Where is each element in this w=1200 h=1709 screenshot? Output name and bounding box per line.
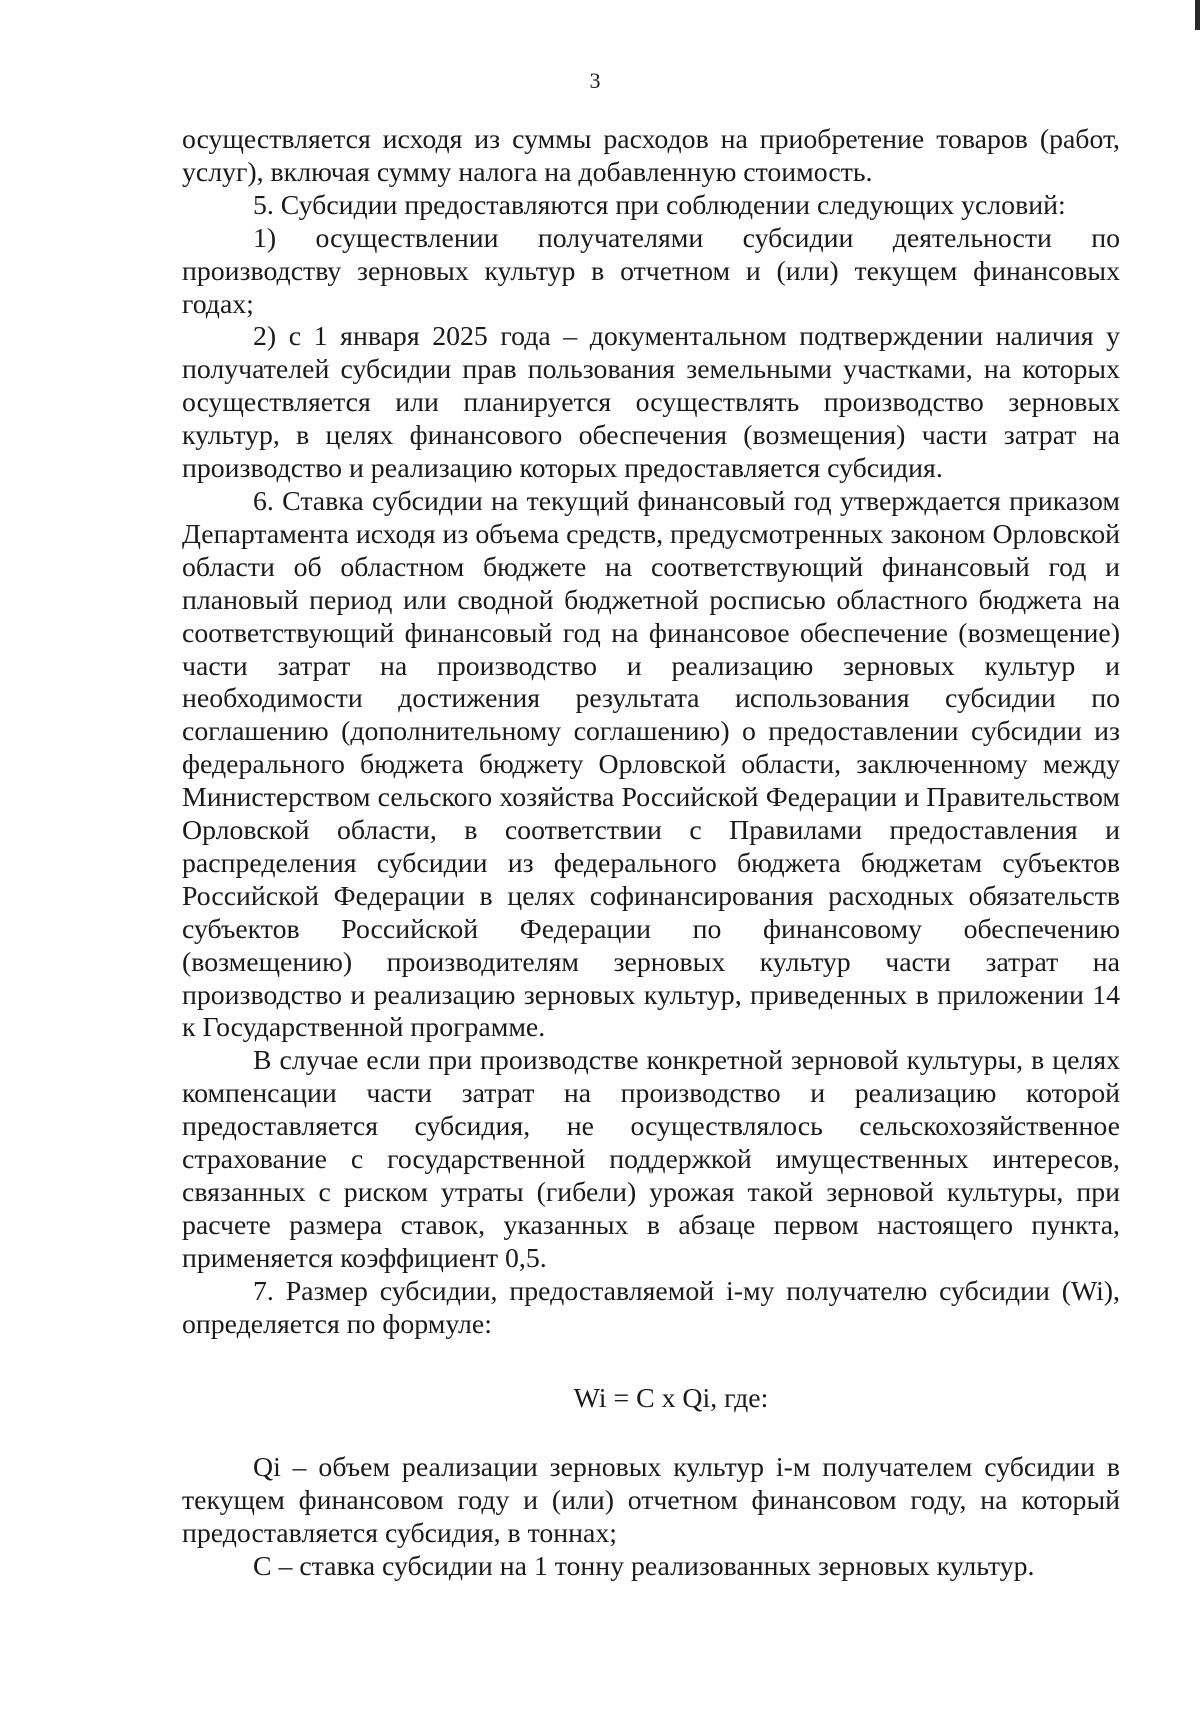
formula: Wi = C x Qi, где: — [573, 1382, 769, 1414]
definition-qi: Qi – объем реализации зерновых культур i-м получателем субсидии в текущем финансовом году и (или) отчетном финансовом году, на который предоставляется субсидия, в тоннах; — [182, 1452, 1120, 1550]
paragraph-condition-2: 2) с 1 января 2025 года – документальном подтверждении наличия у получателей субсидии прав пользования земельными участками, на которых осуществляется или планируется осуществлять производство зерновых культур, в целях финансового обеспечения (возмещения) части затрат на производство и реализацию которых предоставляется субсидия. — [182, 321, 1120, 485]
paragraph-coefficient: В случае если при производстве конкретной зерновой культуры, в целях компенсации части затрат на производство и реализацию которой предоставляется субсидия, не осуществлялось сельскохозяйственное страхование с государственной поддержкой имущественных интересов, связанных с риском утраты (гибели) урожая такой зерновой культуры, при расчете размера ставок, указанных в абзаце первом настоящего пункта, применяется коэффициент 0,5. — [182, 1045, 1120, 1274]
document-body — [182, 124, 1120, 1584]
definition-c: C – ставка субсидии на 1 тонну реализованных зерновых культур. — [253, 1551, 1035, 1583]
paragraph-condition-1: 1) осуществлении получателями субсидии деятельности по производству зерновых культур в отчетном и (или) текущем финансовых годах; — [182, 222, 1120, 320]
paragraph-continuation: осуществляется исходя из суммы расходов на приобретение товаров (работ, услуг), включая сумму налога на добавленную стоимость. — [182, 124, 1120, 188]
scan-edge-mark — [1195, 0, 1200, 30]
paragraph-clause-5: 5. Субсидии предоставляются при соблюдении следующих условий: — [253, 189, 1066, 221]
paragraph-clause-7: 7. Размер субсидии, предоставляемой i-му получателю субсидии (Wi), определяется по формуле: — [182, 1275, 1120, 1340]
paragraph-clause-6: 6. Ставка субсидии на текущий финансовый год утверждается приказом Департамента исходя из объема средств, предусмотренных законом Орловской области об областном бюджете на соответствующий финансовый год и плановый период или сводной бюджетной росписью областного бюджета на соответствующий финансовый год на финансовое обеспечение (возмещение) части затрат на производство и реализацию зерновых культур и необходимости достижения результата использования субсидии по соглашению (дополнительному соглашению) о предоставлении субсидии из федерального бюджета бюджету Орловской области, заключенному между Министерством сельского хозяйства Российской Федерации и Правительством Орловской области, в соответствии с Правилами предоставления и распределения субсидии из федерального бюджета бюджетам субъектов Российской Федерации в целях софинансирования расходных обязательств субъектов Российской Федерации по финансовому обеспечению (возмещению) производителям зерновых культур части затрат на производство и реализацию зерновых культур, приведенных в приложении 14 к Государственной программе. — [182, 485, 1120, 1044]
page-number: 3 — [589, 68, 601, 93]
